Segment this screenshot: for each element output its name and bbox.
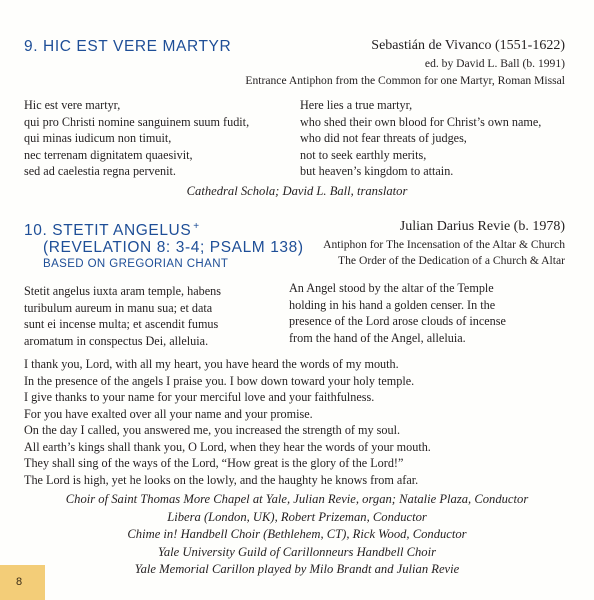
verse-line: not to seek earthly merits, xyxy=(300,147,427,162)
verse-line: aromatum in conspectus Dei, alleluia. xyxy=(24,333,209,348)
piece-10-title-line-1 xyxy=(24,221,200,240)
credit-line: Choir of Saint Thomas More Chapel at Yale, Julian Revie, organ; Natalie Plaza, Conductor xyxy=(65,492,529,506)
piece-9-editor: ed. by David L. Ball (b. 1991) xyxy=(424,57,565,70)
verse-line: qui minas iudicum non timuit, xyxy=(24,131,172,145)
page-number: 8 xyxy=(16,576,23,588)
verse-line: but heaven’s kingdom to attain. xyxy=(300,164,454,178)
piece-10-title-text: 10. STETIT ANGELUS xyxy=(24,222,192,239)
verse-line: who shed their own blood for Christ’s own name, xyxy=(300,114,542,129)
page-number-box xyxy=(0,565,45,600)
piece-10-source-line-2: The Order of the Dedication of a Church & Altar xyxy=(338,254,565,267)
piece-9-composer: Sebastián de Vivanco (1551-1622) xyxy=(371,38,565,53)
piece-9-credit: Cathedral Schola; David L. Ball, translator xyxy=(186,184,408,198)
verse-line: turibulum aureum in manu sua; et data xyxy=(24,300,213,315)
verse-line: Here lies a true martyr, xyxy=(300,98,413,112)
verse-line: Stetit angelus iuxta aram temple, habens xyxy=(24,284,221,298)
psalm-line: In the presence of the angels I praise you. I bow down toward your holy temple. xyxy=(24,373,415,388)
piece-9-title: 9. HIC EST VERE MARTYR xyxy=(24,38,232,55)
psalm-line: For you have exalted over all your name and your promise. xyxy=(24,406,313,421)
credit-line: Yale Memorial Carillon played by Milo Brandt and Julian Revie xyxy=(134,562,460,577)
piece-10-psalm-text xyxy=(24,356,431,488)
piece-9-latin-text xyxy=(24,97,249,180)
verse-line: An Angel stood by the altar of the Temple xyxy=(289,281,494,295)
piece-9-source: Entrance Antiphon from the Common for one Martyr, Roman Missal xyxy=(245,74,565,87)
verse-line: sunt ei incense multa; et ascendit fumus xyxy=(24,317,219,331)
credit-line: Yale University Guild of Carillonneurs Handbell Choir xyxy=(157,544,436,559)
verse-line: sed ad caelestia regna pervenit. xyxy=(24,164,176,178)
verse-line: holding in his hand a golden censer. In the xyxy=(289,297,496,312)
piece-10-source-line-1: Antiphon for The Incensation of the Altar & Church xyxy=(323,238,565,251)
verse-line: who did not fear threats of judges, xyxy=(300,131,467,145)
piece-9-english-text xyxy=(300,97,541,180)
piece-10-composer: Julian Darius Revie (b. 1978) xyxy=(399,219,565,234)
piece-10-latin-text xyxy=(24,283,221,349)
psalm-line: I give thanks to your name for your merciful love and your faithfulness. xyxy=(24,390,375,404)
credit-line: Libera (London, UK), Robert Prizeman, Conductor xyxy=(167,509,427,524)
psalm-line: The Lord is high, yet he looks on the lowly, and the haughty he knows from afar. xyxy=(24,472,419,487)
verse-line: from the hand of the Angel, alleluia. xyxy=(289,330,466,345)
verse-line: presence of the Lord arose clouds of incense xyxy=(289,314,506,328)
verse-line: nec terrenam dignitatem quaesivit, xyxy=(24,147,193,162)
verse-line: qui pro Christi nomine sanguinem suum fudit, xyxy=(24,114,250,129)
piece-10-subtitle: BASED ON GREGORIAN CHANT xyxy=(43,258,229,270)
credit-line: Chime in! Handbell Choir (Bethlehem, CT), Rick Wood, Conductor xyxy=(127,527,467,542)
piece-10-credits xyxy=(0,491,594,579)
psalm-line: On the day I called, you answered me, you increased the strength of my soul. xyxy=(24,423,401,437)
psalm-line: All earth’s kings shall thank you, O Lord, when they hear the words of your mouth. xyxy=(24,439,431,454)
verse-line: Hic est vere martyr, xyxy=(24,98,121,112)
psalm-line: I thank you, Lord, with all my heart, you have heard the words of my mouth. xyxy=(24,357,399,371)
piece-10-english-text xyxy=(289,280,506,346)
psalm-line: They shall sing of the ways of the Lord, “How great is the glory of the Lord!” xyxy=(24,456,404,470)
dagger-mark: + xyxy=(193,221,200,232)
piece-10-title-line-2: (REVELATION 8: 3-4; PSALM 138) xyxy=(43,239,304,256)
